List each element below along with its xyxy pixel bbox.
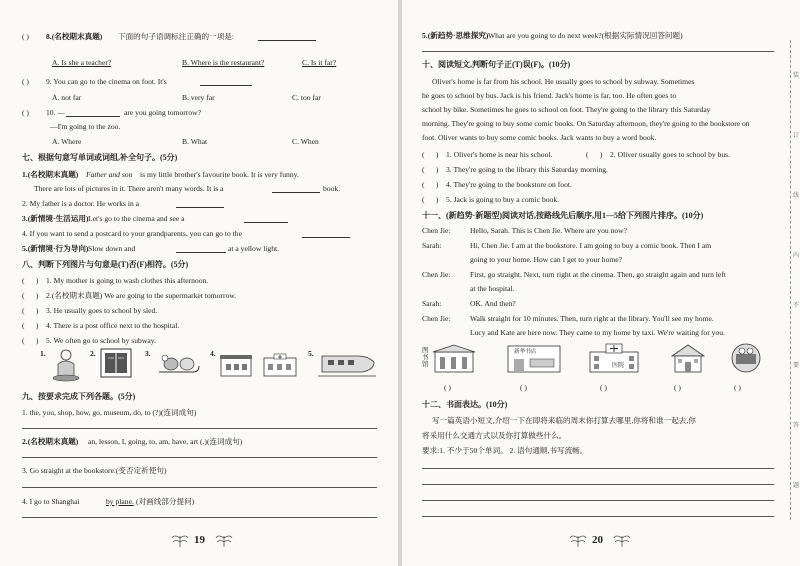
order-answer-1[interactable]: ( ) (444, 383, 451, 392)
dialog-line-4: OK. And then? (470, 299, 516, 308)
section11-title: 十一、(新趋势·新题型)阅读对话,按路线先后顺序,用1—5给下列图片排序。(10分) (422, 211, 704, 220)
section7-title: 七、根据句意写单词或词组,补全句子。(5分) (22, 153, 178, 162)
s8-paren-4[interactable]: ( ) (22, 321, 39, 330)
q10-option-a: A. Where (52, 137, 82, 146)
s9-q4-note: (对画线部分提问) (136, 497, 195, 506)
dialog-speaker-3: Chen Jie: (422, 270, 451, 279)
bookstore-sign: 新华书店 (514, 349, 537, 355)
s8-item-4: 4. There is a post office next to the hospital. (46, 321, 180, 330)
s10-passage-line-3: school by bike. Sometimes he goes to school on foot. They're going to the library this Saturday (422, 105, 711, 114)
dialog-speaker-1: Chen Jie: (422, 226, 451, 235)
s8-pic-label-5: 5. (308, 349, 314, 358)
sled-icon (155, 350, 205, 380)
dialog-line-2a: Hi, Chen Jie. I am at the bookstore. I am going to buy a comic book. Then I am (470, 241, 712, 250)
s10-statement-1: 1. Oliver's home is near his school. (446, 150, 553, 159)
s10-paren-1[interactable]: ( ) (422, 150, 439, 159)
tree-ornament-left-icon (170, 530, 190, 548)
library-label: 图书馆 (422, 347, 429, 368)
s7-q3-blank[interactable] (244, 215, 288, 223)
hospital-sign: 医院 (612, 363, 625, 369)
s8-paren-2[interactable]: ( ) (22, 291, 39, 300)
q10-option-b: B. What (182, 137, 208, 146)
s7-q1-text2: There are lots of pictures in it. There aren't many words. It is a (34, 184, 224, 193)
s10-passage-line-4: morning. They're going to buy some comic books. On Saturday afternoon, they're going to the bookstore on (422, 119, 750, 128)
s12-requirements: 要求:1. 不少于50个单词。 2. 语句通顺,书写流畅。 (422, 446, 588, 455)
s10-paren-3[interactable]: ( ) (422, 165, 439, 174)
s9-q2-answer-line[interactable] (22, 457, 377, 458)
q9-paren: ( ) (22, 77, 29, 86)
s12-intro-2: 将采用什么交通方式以及你打算做些什么。 (422, 431, 567, 440)
binding-char-1: 装 (793, 73, 800, 79)
binding-char-2: 订 (793, 133, 800, 139)
s10-statement-4: 4. They're going to the bookstore on foot. (446, 180, 572, 189)
tree-ornament-right-icon (214, 530, 234, 548)
book-icon (98, 346, 134, 380)
s8-paren-3[interactable]: ( ) (22, 306, 39, 315)
s12-intro-1: 写一篇英语小短文,介绍一下在即将来临的周末你打算去哪里,你将和谁一起去,你 (432, 416, 696, 425)
s10-statement-5: 5. Jack is going to buy a comic book. (446, 195, 560, 204)
dialog-line-2b: going to your home. How can I get to your home? (470, 255, 623, 264)
dialog-line-3a: First, go straight. Next, turn right at the cinema. Then, go straight again and turn left (470, 270, 726, 279)
s7-q1-text: is my little brother's favourite book. It is very funny. (140, 170, 299, 179)
s7-q1-end: book. (323, 184, 341, 193)
q8-tag: 8.(名校期末真题) (46, 32, 103, 41)
s7-q5-text: Slow down and (88, 244, 136, 253)
s8-pic-label-1: 1. (40, 349, 46, 358)
binding-line (790, 40, 791, 520)
home-house-icon (668, 342, 708, 374)
cinema-icon (728, 342, 764, 374)
writing-line-4[interactable] (422, 516, 774, 517)
s9-q4-answer-line[interactable] (22, 517, 377, 518)
s7-q4-text: 4. If you want to send a postcard to your grandparents, you can go to the (22, 229, 242, 238)
binding-char-6: 要 (793, 363, 800, 369)
section10-title: 十、阅读短文,判断句子正(T)误(F)。(10分) (422, 60, 571, 69)
subway-train-icon (318, 350, 376, 380)
s8-pic-label-3: 3. (145, 349, 151, 358)
q9-text: 9. You can go to the cinema on foot. It's (46, 77, 167, 86)
s8-paren-5[interactable]: ( ) (22, 336, 39, 345)
s8-item-2: 2.(名校期末真题) We are going to the supermarket tomorrow. (46, 291, 237, 300)
s8-pic-label-4: 4. (210, 349, 216, 358)
r-q5-tag: 5.(新趋势·思维探究) (422, 31, 489, 40)
r-q5-text: What are you going to do next week?(根据实际情况回答问题) (488, 31, 683, 40)
q8-paren: ( ) (22, 32, 29, 41)
q9-blank[interactable] (200, 78, 252, 86)
dialog-line-5a: Walk straight for 10 minutes. Then, turn right at the library. You'll see my home. (470, 314, 714, 323)
q10-blank[interactable] (66, 109, 120, 117)
s10-passage-line-5: foot. Oliver wants to buy some comic books. Jack wants to buy a word book. (422, 133, 657, 142)
s8-pic-label-2: 2. (90, 349, 96, 358)
hospital-icon (262, 352, 298, 378)
right-page (402, 0, 800, 566)
q8-option-b: B. Where is the restaurant? (182, 58, 265, 67)
page-number-right: 20 (592, 534, 603, 546)
s7-q1-title: Father and son (86, 170, 133, 179)
order-answer-5[interactable]: ( ) (734, 383, 741, 392)
page-number-left: 19 (194, 534, 205, 546)
q8-blank[interactable] (258, 33, 316, 41)
s8-item-5: 5. We often go to school by subway. (46, 336, 156, 345)
s7-q2-text: 2. My father is a doctor. He works in a (22, 199, 140, 208)
s7-q3-tag: 3.(新情境·生活运用) (22, 214, 89, 223)
binding-char-5: 不 (793, 303, 800, 309)
library-building-icon (432, 344, 476, 374)
s9-q2-tag: 2.(名校期末真题) (22, 437, 79, 446)
s9-q1-answer-line[interactable] (22, 428, 377, 429)
q10-reply: —I'm going to the zoo. (50, 122, 121, 131)
binding-char-4: 内 (793, 253, 800, 259)
section8-title: 八、判断下列图片与句意是(T)否(F)相符。(5分) (22, 260, 189, 269)
q8-option-a: A. Is she a teacher? (52, 58, 112, 67)
s7-q5-tag: 5.(新情境·行为导向) (22, 244, 89, 253)
s9-q3: 3. Go straight at the bookstore.(变否定祈使句) (22, 466, 167, 475)
s10-statement-3: 3. They're going to the library this Saturday morning. (446, 165, 608, 174)
writing-line-2[interactable] (422, 484, 774, 485)
binding-char-3: 线 (793, 193, 800, 199)
binding-char-8: 题 (793, 483, 800, 489)
binding-char-7: 答 (793, 423, 800, 429)
s9-q1: 1. the, you, shop, how, go, museum, do, to (?)(连词成句) (22, 408, 197, 417)
r-q5-answer-line[interactable] (422, 51, 774, 52)
s10-passage-line-2: he goes to school by bus. Jack is his friend. Jack's home is far, too. He often goes to (422, 91, 677, 100)
woman-washing-icon (48, 346, 84, 382)
s9-q3-answer-line[interactable] (22, 487, 377, 488)
s10-paren-5[interactable]: ( ) (422, 195, 439, 204)
q8-option-c: C. Is it far? (302, 58, 337, 67)
q10-text: are you going tomorrow? (124, 108, 201, 117)
section12-title: 十二、书面表达。(10分) (422, 400, 508, 409)
s7-q4-blank[interactable] (302, 230, 350, 238)
q9-option-a: A. not far (52, 93, 82, 102)
q9-option-b: B. very far (182, 93, 215, 102)
dialog-line-3b: at the hospital. (470, 284, 515, 293)
dialog-line-1: Hello, Sarah. This is Chen Jie. Where are you now? (470, 226, 628, 235)
q8-text: 下面的句子语调标注正确的一项是: (118, 32, 235, 41)
dialog-speaker-5: Chen Jie: (422, 314, 451, 323)
s8-item-1: 1. My mother is going to wash clothes this afternoon. (46, 276, 209, 285)
s7-q5-blank[interactable] (176, 245, 226, 253)
s7-q5-end: at a yellow light. (228, 244, 280, 253)
dialog-speaker-4: Sarah: (422, 299, 442, 308)
tree-ornament-right-icon (612, 530, 632, 548)
s9-q2: an, lesson, I, going, to, am, have, art (.)(连词成句) (88, 437, 243, 446)
s10-paren-4[interactable]: ( ) (422, 180, 439, 189)
s8-paren-1[interactable]: ( ) (22, 276, 39, 285)
s8-item-3: 3. He usually goes to school by sled. (46, 306, 158, 315)
s7-q1-blank[interactable] (272, 185, 320, 193)
s7-q2-blank[interactable] (176, 200, 224, 208)
writing-line-1[interactable] (422, 468, 774, 469)
post-office-icon (218, 352, 254, 378)
s10-paren-2[interactable]: ( ) (586, 150, 603, 159)
order-answer-3[interactable]: ( ) (600, 383, 607, 392)
writing-line-3[interactable] (422, 500, 774, 501)
q10-dash: 10. — (46, 108, 65, 117)
s7-q1-tag: 1.(名校期末真题) (22, 170, 79, 179)
left-page (0, 0, 398, 566)
s7-q3-text: Let's go to the cinema and see a (88, 214, 185, 223)
s9-q4-underlined: by plane. (106, 497, 134, 506)
s10-statement-2: 2. Oliver usually goes to school by bus. (610, 150, 731, 159)
q10-option-c: C. When (292, 137, 319, 146)
order-answer-2[interactable]: ( ) (520, 383, 527, 392)
s9-q4-text: 4. I go to Shanghai (22, 497, 80, 506)
tree-ornament-left-icon (568, 530, 588, 548)
q9-option-c: C. too far (292, 93, 321, 102)
s10-passage-line-1: Oliver's home is far from his school. He usually goes to school by subway. Sometimes (432, 77, 695, 86)
q10-paren: ( ) (22, 108, 29, 117)
dialog-speaker-2: Sarah: (422, 241, 442, 250)
dialog-line-5b: Lucy and Kate are here now. They came to my home by taxi. We're waiting for you. (470, 328, 725, 337)
section9-title: 九、按要求完成下列各题。(5分) (22, 392, 136, 401)
order-answer-4[interactable]: ( ) (674, 383, 681, 392)
